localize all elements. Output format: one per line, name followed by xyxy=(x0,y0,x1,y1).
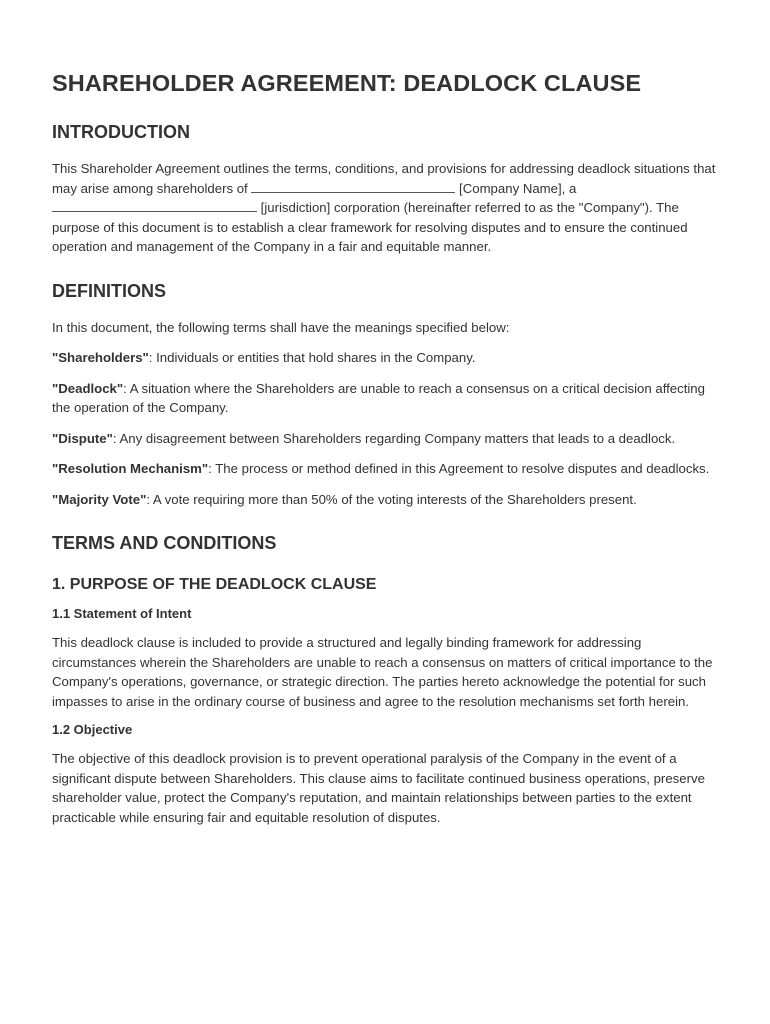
definition-text: : The process or method defined in this Agreement to resolve disputes and deadlocks. xyxy=(208,461,710,476)
definition-term: "Shareholders" xyxy=(52,350,149,365)
definition-text: : A vote requiring more than 50% of the voting interests of the Shareholders present. xyxy=(146,491,637,507)
definition-term: "Resolution Mechanism" xyxy=(52,461,209,476)
introduction-text-b: [Company Name], a xyxy=(455,180,577,196)
jurisdiction-blank[interactable] xyxy=(52,199,257,212)
definitions-intro: In this document, the following terms shall have the meanings specified below: xyxy=(52,319,510,335)
section-1-2-paragraph: The objective of this deadlock provision is to prevent operational paralysis of the Company in the event of a significant dispute between Shareholders. This clause aims to facilitate continued business operations, preserve shareholder value, protect the Company's reputation, and maintain relationships between parties to the extent practicable while ensuring fair and equitable resolution of disputes. xyxy=(52,751,705,825)
introduction-paragraph xyxy=(52,159,718,257)
document-title: SHAREHOLDER AGREEMENT: DEADLOCK CLAUSE xyxy=(52,70,642,96)
section-1-heading: 1. PURPOSE OF THE DEADLOCK CLAUSE xyxy=(52,576,377,593)
definition-text: : A situation where the Shareholders are unable to reach a consensus on a critical decision affecting the operation of the Company. xyxy=(52,380,705,415)
section-1-1-paragraph: This deadlock clause is included to provide a structured and legally binding framework for addressing circumstances wherein the Shareholders are unable to reach a consensus on matters of critical importance to the Company's operations, governance, or strategic direction. The parties hereto acknowledge the potential for such impasses to arise in the ordinary course of business and agree to the resolution mechanisms set forth herein. xyxy=(52,635,713,709)
introduction-heading: INTRODUCTION xyxy=(52,122,190,142)
definition-term: "Deadlock" xyxy=(52,380,124,396)
definition-resolution-mechanism xyxy=(52,459,718,479)
introduction-text-c: [jurisdiction] corporation (hereinafter referred to as the "Company"). The purpose of this document is to establish a clear framework for resolving disputes and to ensure the continued operation and management of the Company in a fair and equitable manner. xyxy=(52,200,688,254)
definition-term: "Majority Vote" xyxy=(52,491,147,507)
definition-dispute xyxy=(52,429,718,449)
definition-deadlock xyxy=(52,379,718,418)
terms-heading: TERMS AND CONDITIONS xyxy=(52,533,277,553)
definition-majority-vote xyxy=(52,490,718,510)
section-1-2-heading: 1.2 Objective xyxy=(52,722,133,737)
section-1-1-heading: 1.1 Statement of Intent xyxy=(52,606,192,621)
introduction-text-a: This Shareholder Agreement outlines the terms, conditions, and provisions for addressing deadlock situations that may arise among shareholders of xyxy=(52,161,716,196)
company-name-blank[interactable] xyxy=(251,180,455,193)
definition-shareholders xyxy=(52,348,718,368)
definitions-heading: DEFINITIONS xyxy=(52,280,167,301)
definition-text: : Any disagreement between Shareholders regarding Company matters that leads to a deadlock. xyxy=(112,430,676,446)
definition-text: : Individuals or entities that hold shares in the Company. xyxy=(148,350,476,365)
definition-term: "Dispute" xyxy=(52,430,113,446)
